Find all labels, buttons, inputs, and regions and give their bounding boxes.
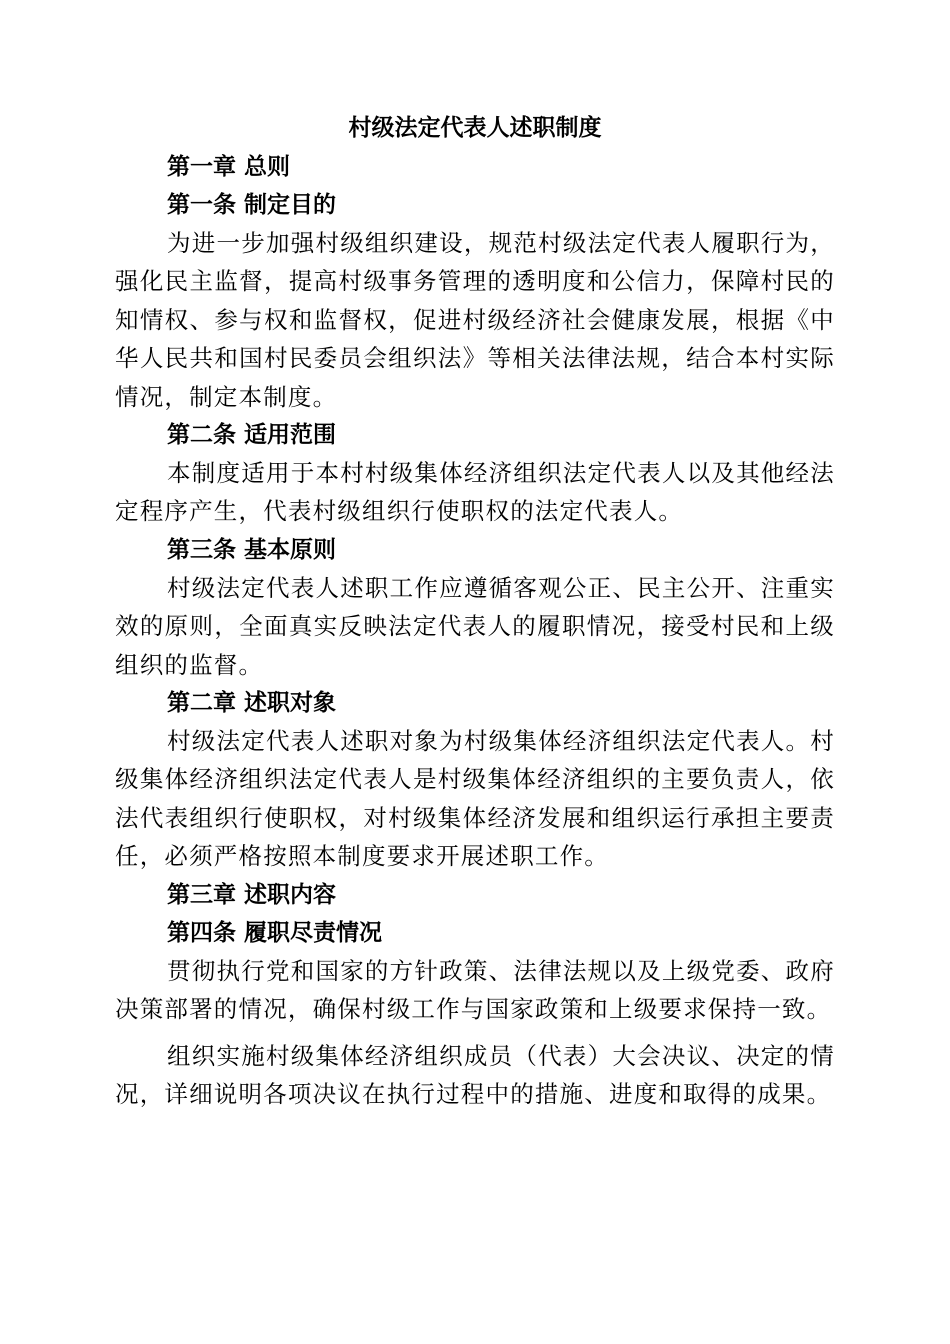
document-page: [115, 108, 835, 1113]
article-heading-2: 第二条 适用范围: [167, 422, 337, 449]
document-title: 村级法定代表人述职制度: [348, 115, 602, 141]
article-heading-4: 第四条 履职尽责情况: [167, 919, 383, 946]
chapter-2-paragraph: 村级法定代表人述职对象为村级集体经济组织法定代表人。村级集体经济组织法定代表人是村级集体经济组织的主要负责人，依法代表组织行使职权，对村级集体经济发展和组织运行承担主要责任，必须严格按照本制度要求开展述职工作。: [115, 727, 835, 871]
chapter-heading-2: 第二章 述职对象: [167, 690, 337, 717]
article-heading-1: 第一条 制定目的: [167, 192, 337, 218]
chapter-heading-1: 第一章 总则: [167, 154, 291, 180]
article-4-paragraph-1: 贯彻执行党和国家的方针政策、法律法规以及上级党委、政府决策部署的情况，确保村级工作与国家政策和上级要求保持一致。: [115, 956, 835, 1024]
article-1-paragraph: 为进一步加强村级组织建设，规范村级法定代表人履职行为，强化民主监督，提高村级事务管理的透明度和公信力，保障村民的知情权、参与权和监督权，促进村级经济社会健康发展，根据《中华人民共和国村民委员会组织法》等相关法律法规，结合本村实际情况，制定本制度。: [115, 229, 835, 411]
article-3-paragraph: 村级法定代表人述职工作应遵循客观公正、民主公开、注重实效的原则，全面真实反映法定代表人的履职情况，接受村民和上级组织的监督。: [115, 573, 835, 679]
article-heading-3: 第三条 基本原则: [167, 536, 337, 563]
chapter-heading-3: 第三章 述职内容: [167, 881, 337, 908]
article-4-paragraph-2: 组织实施村级集体经济组织成员（代表）大会决议、决定的情况，详细说明各项决议在执行过程中的措施、进度和取得的成果。: [115, 1041, 835, 1108]
article-2-paragraph: 本制度适用于本村村级集体经济组织法定代表人以及其他经法定程序产生，代表村级组织行使职权的法定代表人。: [115, 459, 835, 526]
